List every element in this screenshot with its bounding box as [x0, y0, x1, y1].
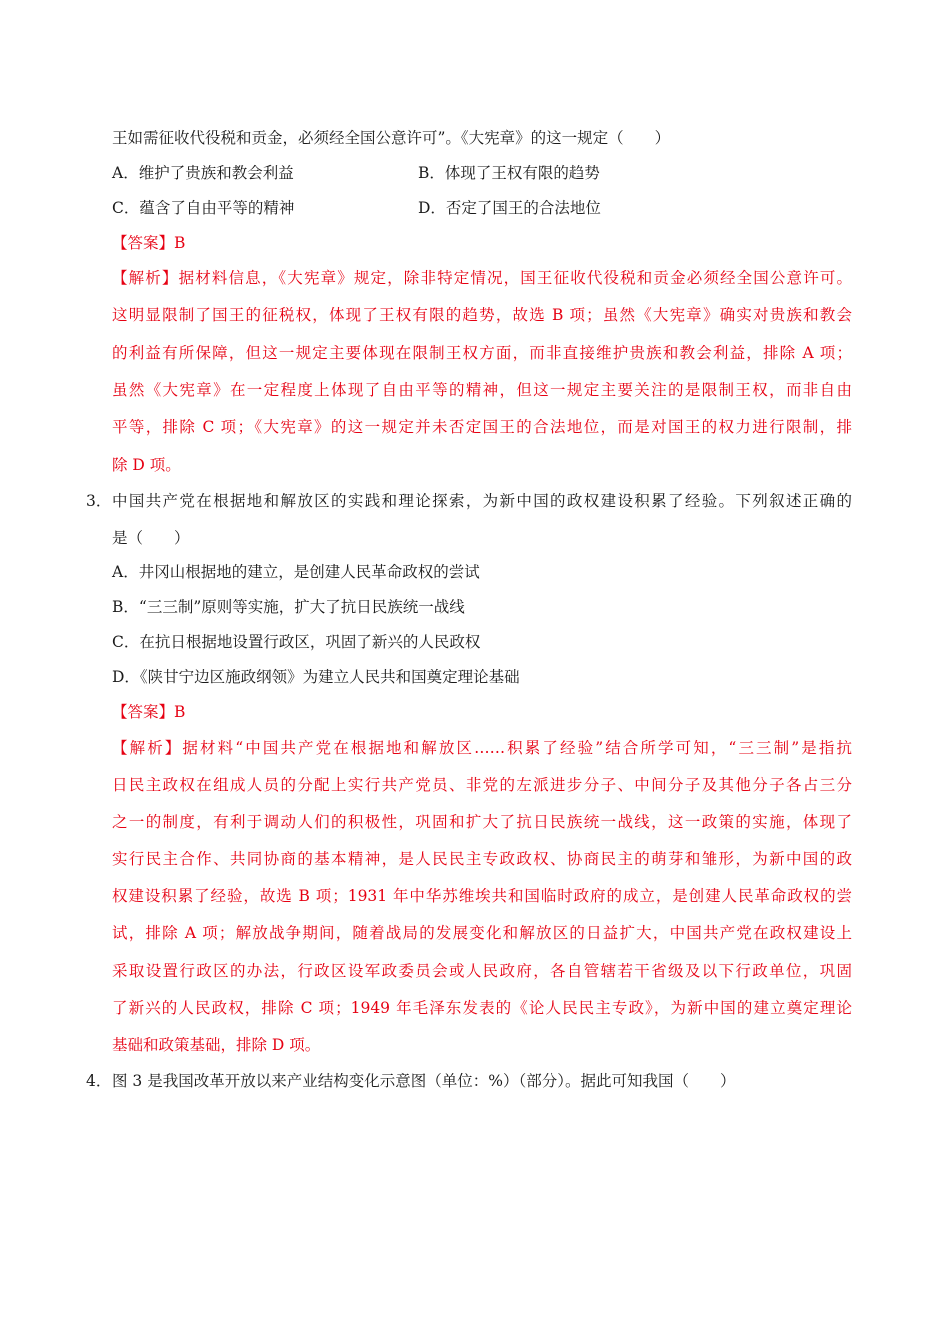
q2-stem: 王如需征收代役税和贡金，必须经全国公意许可”。《大宪章》的这一规定（ ）: [112, 129, 671, 147]
q2-option-b: B．体现了王权有限的趋势: [418, 164, 600, 182]
q3-option-a: A．井冈山根据地的建立，是创建人民革命政权的尝试: [112, 563, 480, 581]
q3-stem-line: 中国共产党在根据地和解放区的实践和理论探索，为新中国的政权建设积累了经验。下列叙述正确的: [112, 492, 852, 510]
q2-analysis-line: 这明显限制了国王的征税权，体现了王权有限的趋势，故选 B 项；虽然《大宪章》确实对贵族和教会: [112, 306, 852, 324]
q3-analysis-line: 采取设置行政区的办法，行政区设军政委员会或人民政府，各自管辖若干省级及以下行政单位，巩固: [112, 962, 852, 980]
q3-answer: 【答案】B: [112, 703, 186, 721]
q3-analysis-line: 实行民主合作、共同协商的基本精神，是人民民主专政政权、协商民主的萌芽和雏形，为新中国的政: [112, 850, 852, 868]
q3-analysis-line: 试，排除 A 项；解放战争期间，随着战局的发展变化和解放区的日益扩大，中国共产党在政权建设上: [112, 924, 852, 942]
q2-answer: 【答案】B: [112, 234, 186, 252]
q2-analysis-line: 虽然《大宪章》在一定程度上体现了自由平等的精神，但这一规定主要关注的是限制王权，而非自由: [112, 381, 852, 399]
q3-stem-line: 是（ ）: [112, 529, 190, 547]
q2-analysis-line: 的利益有所保障，但这一规定主要体现在限制王权方面，而非直接维护贵族和教会利益，排除 A 项；: [112, 344, 852, 362]
q2-option-a: A．维护了贵族和教会利益: [112, 164, 294, 182]
q2-option-c: C．蕴含了自由平等的精神: [112, 199, 295, 217]
q3-option-c: C．在抗日根据地设置行政区，巩固了新兴的人民政权: [112, 633, 481, 651]
q2-analysis-line: 平等，排除 C 项；《大宪章》的这一规定并未否定国王的合法地位，而是对国王的权力进行限制，排: [112, 418, 852, 436]
q3-analysis-line: 日民主政权在组成人员的分配上实行共产党员、非党的左派进步分子、中间分子及其他分子各占三分: [112, 776, 852, 794]
q2-option-d: D．否定了国王的合法地位: [418, 199, 601, 217]
q3-analysis-line: 之一的制度，有利于调动人们的积极性，巩固和扩大了抗日民族统一战线，这一政策的实施，体现了: [112, 813, 852, 831]
q3-option-d: D．《陕甘宁边区施政纲领》为建立人民共和国奠定理论基础: [112, 668, 520, 686]
q4-number: 4．: [86, 1072, 112, 1090]
q2-analysis-line: 【解析】据材料信息，《大宪章》规定，除非特定情况，国王征收代役税和贡金必须经全国公意许可。: [112, 269, 852, 287]
q4-stem: 图 3 是我国改革开放以来产业结构变化示意图（单位：%）（部分）。据此可知我国（ ）: [112, 1072, 736, 1090]
q3-number: 3．: [86, 492, 112, 510]
q3-analysis-line: 权建设积累了经验，故选 B 项；1931 年中华苏维埃共和国临时政府的成立，是创建人民革命政权的尝: [112, 887, 852, 905]
q3-analysis-line: 基础和政策基础，排除 D 项。: [112, 1036, 321, 1054]
q2-analysis-line: 除 D 项。: [112, 456, 181, 474]
q3-analysis-line: 了新兴的人民政权，排除 C 项；1949 年毛泽东发表的《论人民民主专政》，为新中国的建立奠定理论: [112, 999, 852, 1017]
q3-option-b: B．“三三制”原则等实施，扩大了抗日民族统一战线: [112, 598, 465, 616]
q3-analysis-line: 【解析】据材料“中国共产党在根据地和解放区……积累了经验”结合所学可知，“三三制”是指抗: [112, 739, 852, 757]
